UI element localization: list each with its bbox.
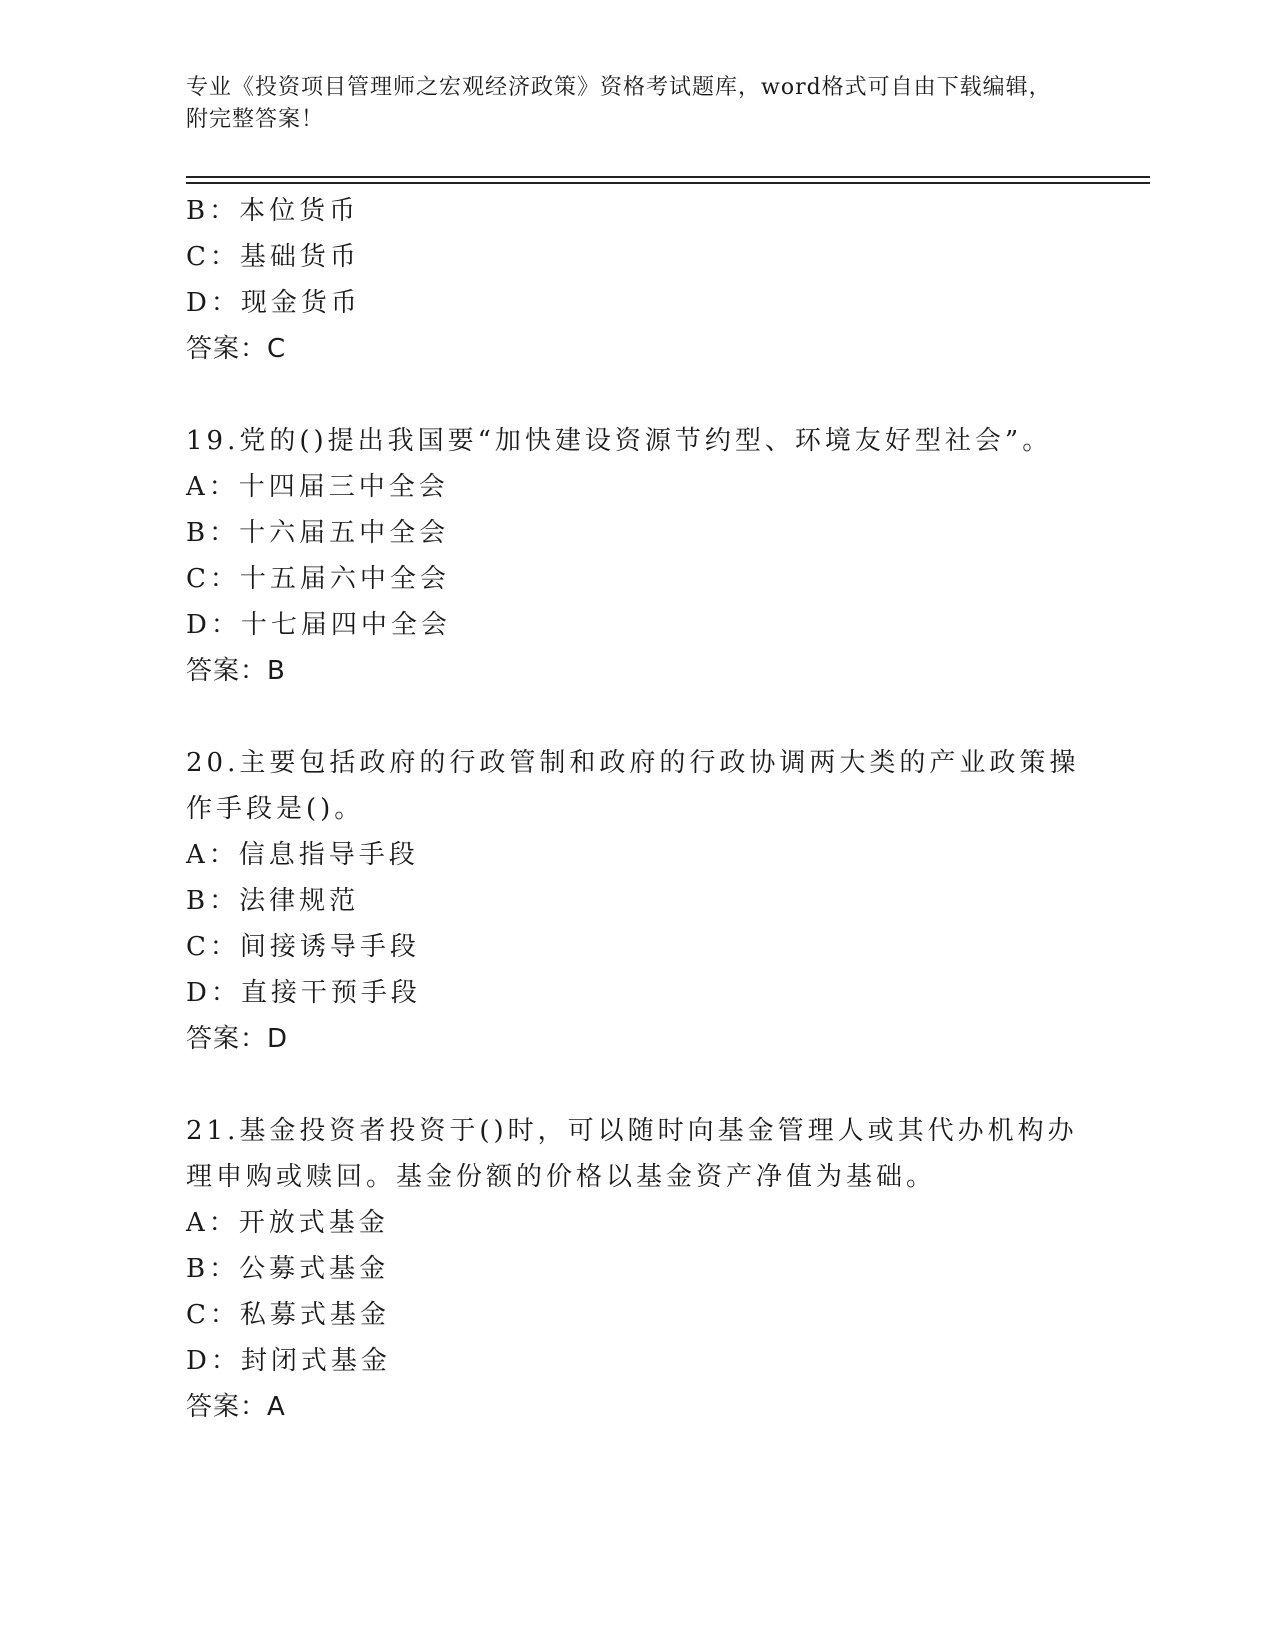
question-list [186, 188, 1086, 1430]
option-b: B：十六届五中全会 [186, 518, 450, 548]
question-21 [186, 1108, 1086, 1430]
question-text: 20.主要包括政府的行政管制和政府的行政协调两大类的产业政策操作手段是()。 [186, 748, 1080, 824]
header-divider-top [186, 176, 1150, 178]
option-b: B：公募式基金 [186, 1254, 390, 1284]
previous-question-tail [186, 188, 1086, 372]
option-c: C：私募式基金 [186, 1300, 390, 1330]
option-a: A：开放式基金 [186, 1208, 389, 1238]
option-b: B：法律规范 [186, 886, 360, 916]
question-20 [186, 740, 1086, 1062]
answer-line: 答案：D [186, 1024, 289, 1054]
option-b: B：本位货币 [186, 196, 360, 226]
option-a: A：十四届三中全会 [186, 472, 449, 502]
option-d: D：直接干预手段 [186, 978, 421, 1008]
header-divider-bottom [186, 182, 1150, 184]
question-19 [186, 418, 1086, 694]
option-d: D：十七届四中全会 [186, 610, 451, 640]
option-c: C：十五届六中全会 [186, 564, 450, 594]
answer-line: 答案：A [186, 1392, 286, 1422]
option-c: C：基础货币 [186, 242, 360, 272]
option-d: D：现金货币 [186, 288, 361, 318]
option-a: A：信息指导手段 [186, 840, 419, 870]
option-c: C：间接诱导手段 [186, 932, 420, 962]
question-text: 21.基金投资者投资于()时，可以随时向基金管理人或其代办机构办理申购或赎回。基金份额的价格以基金资产净值为基础。 [186, 1116, 1078, 1192]
answer-line: 答案：B [186, 656, 286, 686]
option-d: D：封闭式基金 [186, 1346, 391, 1376]
answer-line: 答案：C [186, 334, 287, 364]
document-header: 专业《投资项目管理师之宏观经济政策》资格考试题库，word格式可自由下载编辑，附完整答案！ [186, 75, 1052, 132]
question-text: 19.党的()提出我国要“加快建设资源节约型、环境友好型社会”。 [186, 426, 1053, 456]
